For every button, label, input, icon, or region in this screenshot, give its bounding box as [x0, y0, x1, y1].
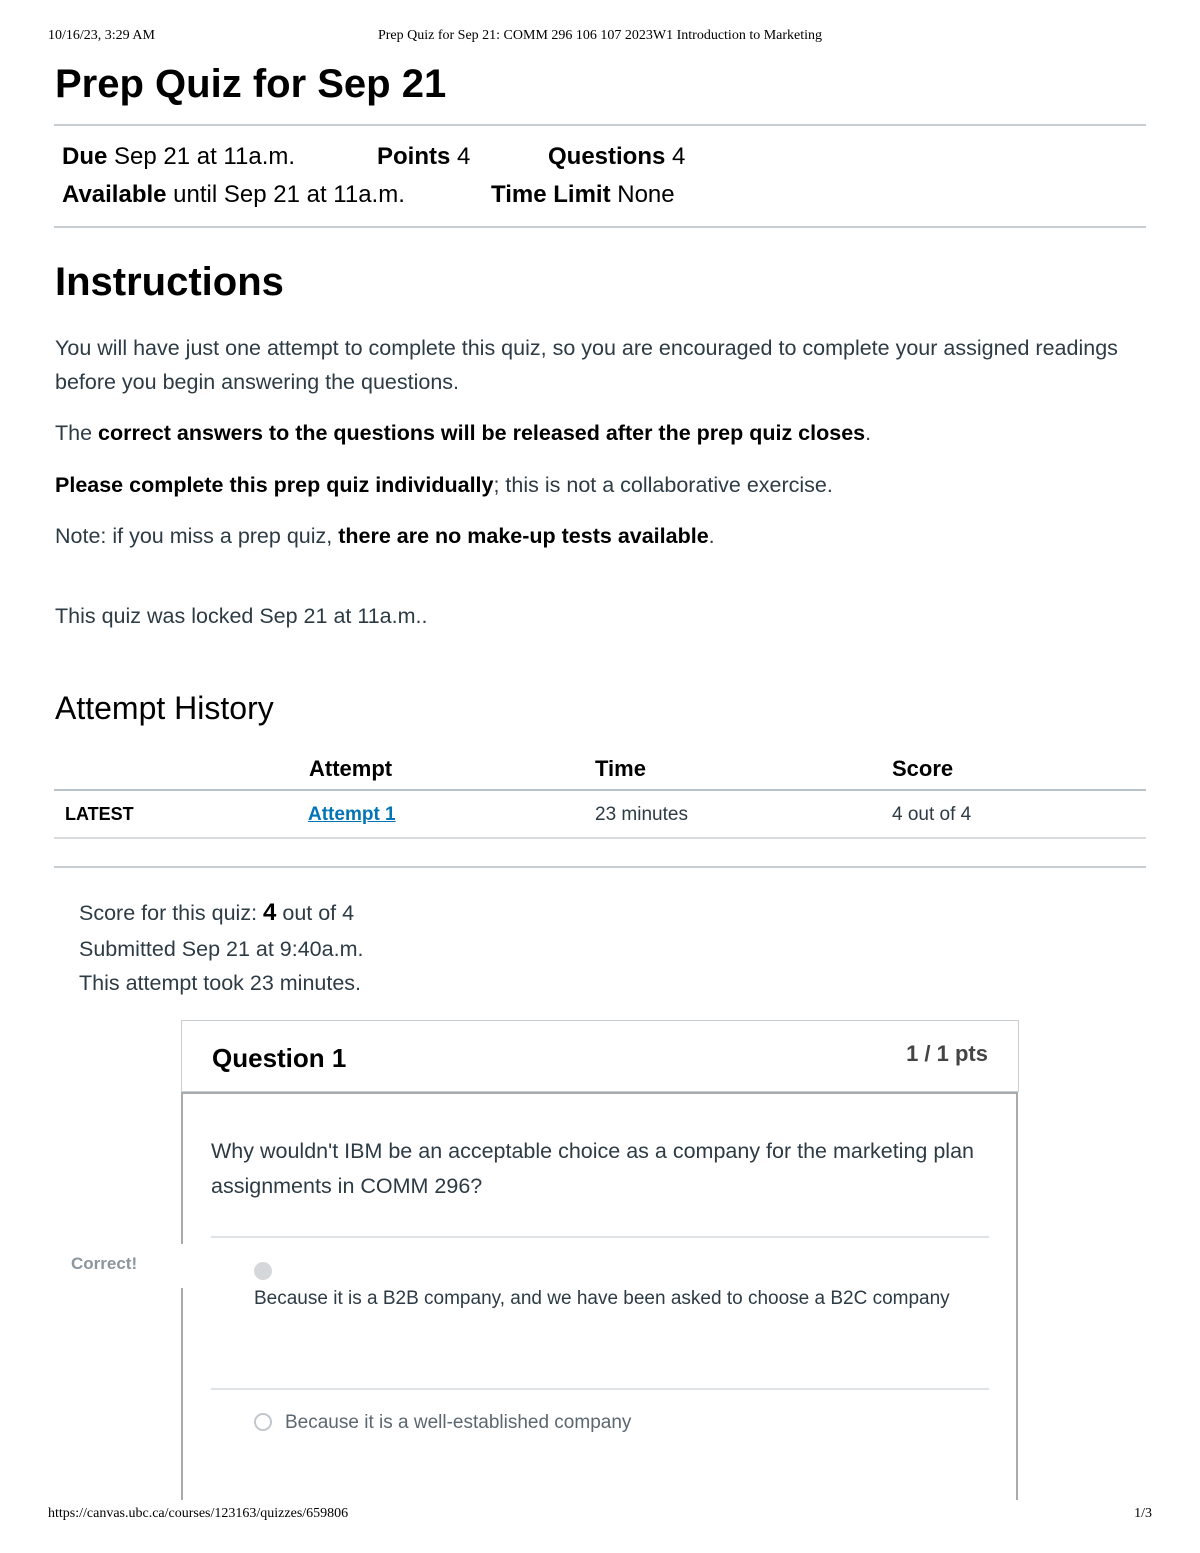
available-value: until Sep 21 at 11a.m.: [173, 181, 405, 208]
divider: [54, 226, 1146, 228]
questions-label: Questions: [548, 143, 666, 170]
text-segment: Note: if you miss a prep quiz,: [55, 524, 339, 548]
instructions-paragraph: [55, 519, 1125, 553]
text-segment: out of 4: [276, 901, 355, 925]
time-cell: 23 minutes: [595, 804, 688, 825]
bold-text: there are no make-up tests available: [338, 524, 709, 548]
due-meta: [62, 143, 295, 171]
answer-divider: [211, 1236, 989, 1238]
quiz-locked-note: This quiz was locked Sep 21 at 11a.m..: [55, 604, 428, 628]
text-segment: ; this is not a collaborative exercise.: [493, 473, 833, 497]
available-meta: [62, 181, 405, 209]
question-border: [1016, 1092, 1018, 1500]
points-meta: [377, 143, 470, 171]
score-cell: 4 out of 4: [892, 804, 972, 825]
question-header: [181, 1020, 1019, 1092]
available-label: Available: [62, 181, 167, 208]
text-segment: .: [708, 524, 715, 548]
bold-text: correct answers to the questions will be released after the prep quiz closes: [98, 421, 866, 445]
print-doc-title: Prep Quiz for Sep 21: COMM 296 106 107 2023W1 Introduction to Marketing: [377, 28, 823, 43]
attempt-history-heading: Attempt History: [55, 690, 274, 726]
text-segment: The: [55, 421, 99, 445]
instructions-paragraph: You will have just one attempt to complete this quiz, so you are encouraged to complete your assigned readings before you begin answering the questions.: [55, 336, 1118, 394]
print-header: [48, 28, 1152, 48]
text-segment: .: [865, 421, 872, 445]
points-label: Points: [377, 143, 451, 170]
question-title: Question 1: [212, 1043, 347, 1073]
answer-divider: [211, 1388, 989, 1390]
question-text: Why wouldn't IBM be an acceptable choice as a company for the marketing plan assignments in COMM 296?: [211, 1139, 974, 1198]
quiz-score: [79, 899, 354, 927]
due-value: Sep 21 at 11a.m.: [114, 143, 296, 170]
score-value: 4: [263, 899, 277, 926]
instructions-paragraph: [55, 468, 1125, 502]
attempt-cell: [308, 804, 396, 826]
bold-text: Please complete this prep quiz individually: [55, 473, 494, 497]
time-limit-label: Time Limit: [491, 181, 611, 208]
question-border: [181, 1092, 1018, 1094]
column-header-time: Time: [595, 756, 646, 781]
page-title: Prep Quiz for Sep 21: [55, 62, 447, 106]
divider: [54, 866, 1146, 868]
instructions-heading: Instructions: [55, 260, 284, 304]
print-page-number: 1/3: [1134, 1506, 1152, 1521]
column-header-score: Score: [892, 756, 954, 781]
question-points: 1 / 1 pts: [906, 1041, 988, 1066]
instructions-paragraph: [55, 416, 1125, 450]
answer-text: Because it is a B2B company, and we have been asked to choose a B2C company: [254, 1288, 950, 1309]
table-header-divider: [54, 789, 1146, 791]
table-row-divider: [54, 837, 1146, 839]
radio-selected-icon: [254, 1262, 272, 1280]
attempt-duration: This attempt took 23 minutes.: [79, 971, 362, 995]
text-segment: Score for this quiz:: [79, 901, 264, 925]
print-url: https://canvas.ubc.ca/courses/123163/quizzes/659806: [48, 1506, 349, 1521]
print-footer: [48, 1506, 1152, 1526]
questions-meta: [548, 143, 685, 171]
question-border: [181, 1092, 183, 1500]
attempt-link[interactable]: Attempt 1: [308, 804, 396, 825]
questions-value: 4: [672, 143, 686, 170]
correct-answer-marker: Correct!: [71, 1254, 138, 1273]
points-value: 4: [457, 143, 471, 170]
print-datetime: 10/16/23, 3:29 AM: [48, 28, 155, 43]
radio-unselected-icon: [254, 1413, 272, 1431]
due-label: Due: [62, 143, 108, 170]
time-limit-value: None: [617, 181, 675, 208]
answer-text: Because it is a well-established company: [285, 1412, 632, 1433]
latest-tag: LATEST: [65, 804, 134, 824]
time-limit-meta: [491, 181, 675, 209]
correct-marker-gap: [176, 1244, 188, 1288]
column-header-attempt: Attempt: [309, 756, 393, 781]
divider: [54, 124, 1146, 126]
submitted-time: Submitted Sep 21 at 9:40a.m.: [79, 937, 364, 961]
